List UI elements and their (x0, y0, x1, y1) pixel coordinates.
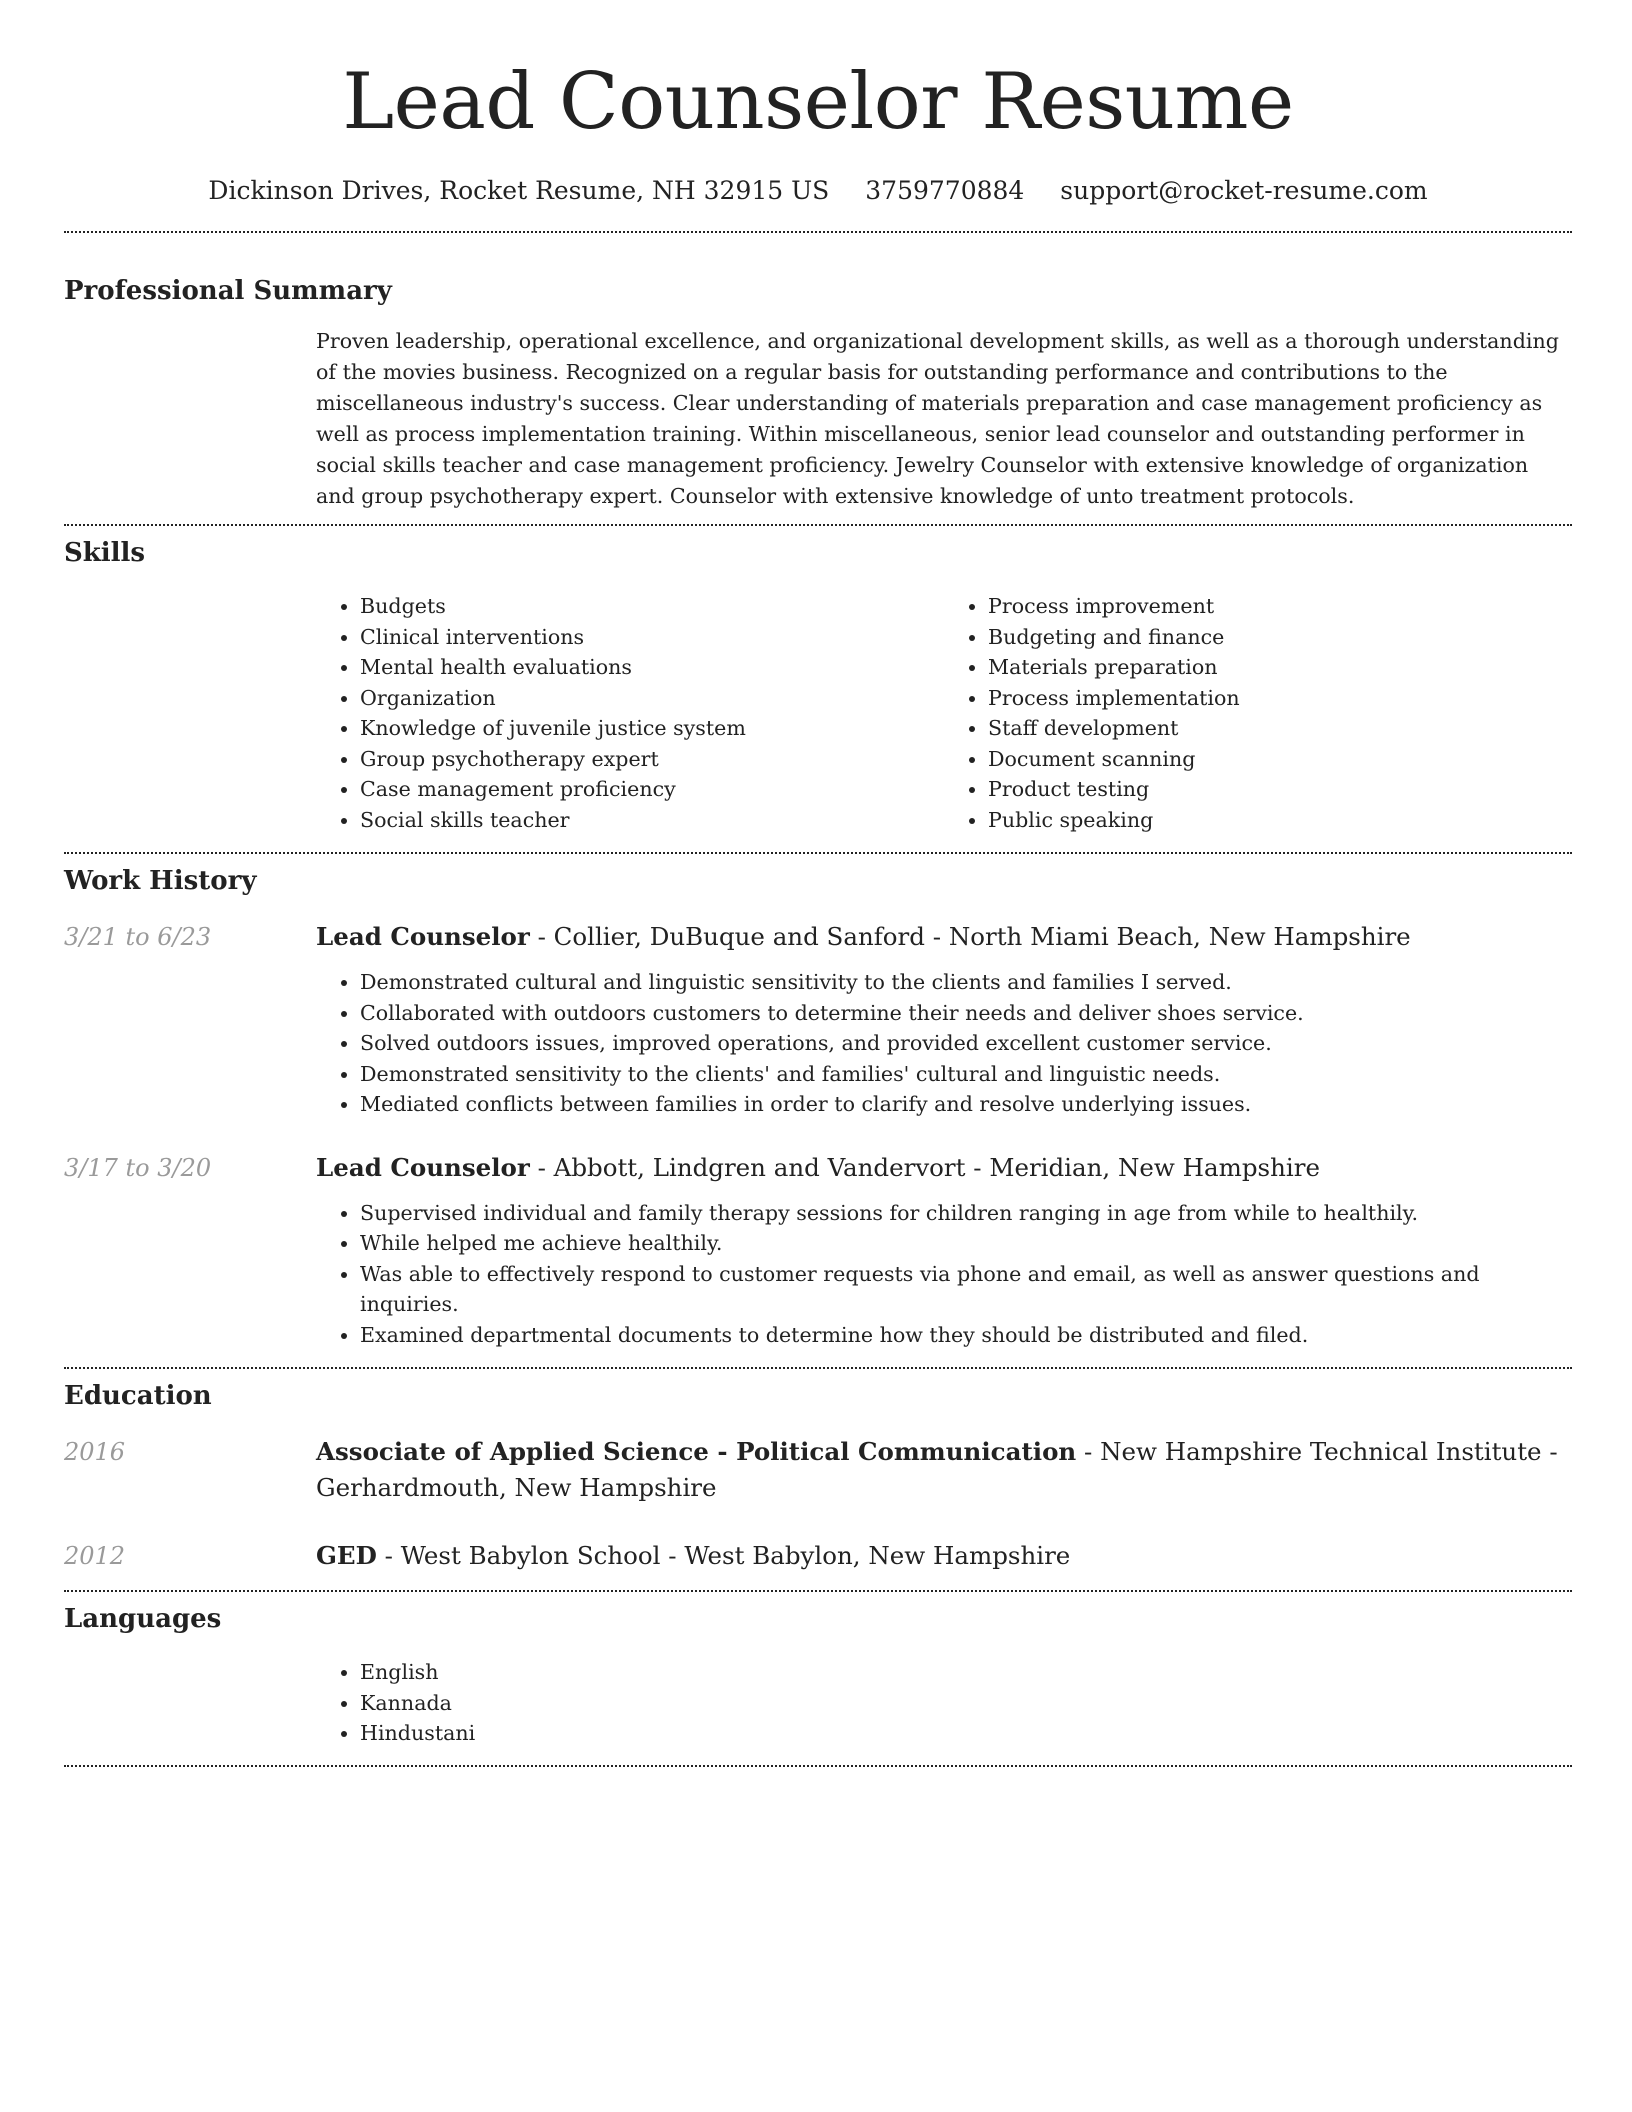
job-role: Lead Counselor (316, 922, 530, 951)
education-title (316, 1538, 1572, 1574)
education-degree: GED (316, 1541, 377, 1570)
list-item: • Process implementation (988, 683, 1572, 714)
list-item: • Clinical interventions (360, 622, 944, 653)
section-divider (64, 852, 1572, 854)
languages-heading: Languages (64, 1604, 222, 1634)
section-divider (64, 1367, 1572, 1369)
resume-page (64, 0, 1572, 1767)
list-item: • Demonstrated sensitivity to the clients' and families' cultural and linguistic needs. (360, 1059, 1572, 1090)
list-item: • Staff development (988, 713, 1572, 744)
education-title (316, 1434, 1572, 1506)
list-item: • Process improvement (988, 591, 1572, 622)
contact-phone: 3759770884 (865, 176, 1025, 205)
list-item: • Case management proficiency (360, 774, 944, 805)
list-item: • Mental health evaluations (360, 652, 944, 683)
skills-heading: Skills (64, 538, 146, 568)
work-heading: Work History (64, 866, 257, 896)
contact-address: Dickinson Drives, Rocket Resume, NH 32915 US (208, 176, 830, 205)
skills-list-left (316, 591, 944, 835)
list-item: • Kannada (360, 1688, 1572, 1719)
job-location: North Miami Beach, New Hampshire (948, 922, 1411, 951)
education-heading: Education (64, 1381, 212, 1411)
section-divider (64, 1590, 1572, 1592)
page-title: Lead Counselor Resume (342, 57, 1294, 147)
job-company: Abbott, Lindgren and Vandervort (553, 1152, 966, 1182)
section-divider (64, 524, 1572, 526)
work-entry (64, 919, 1572, 1120)
list-item: • Organization (360, 683, 944, 714)
education-degree: Associate of Applied Science - Political Communication (316, 1437, 1077, 1466)
list-item: • Hindustani (360, 1718, 1572, 1749)
education-section (64, 1379, 1572, 1574)
work-dates: 3/17 to 3/20 (64, 1153, 212, 1182)
section-divider (64, 231, 1572, 233)
list-item: • Mediated conflicts between families in order to clarify and resolve underlying issues. (360, 1089, 1572, 1120)
list-item: • Document scanning (988, 744, 1572, 775)
job-role: Lead Counselor (316, 1152, 530, 1182)
work-bullets (316, 1198, 1572, 1351)
education-school: - West Babylon School - West Babylon, New Hampshire (376, 1541, 1071, 1570)
job-company: Collier, DuBuque and Sanford (553, 922, 925, 951)
education-year: 2016 (64, 1438, 126, 1466)
education-year: 2012 (64, 1542, 126, 1570)
work-dates: 3/21 to 6/23 (64, 923, 212, 951)
list-item: • Solved outdoors issues, improved operations, and provided excellent customer service. (360, 1028, 1572, 1059)
skills-grid (316, 591, 1572, 835)
contact-email: support@rocket-resume.com (1060, 176, 1428, 205)
work-title: Lead Counselor - Abbott, Lindgren and Vandervort - Meridian, New Hampshire (316, 1152, 1320, 1182)
list-item: • Group psychotherapy expert (360, 744, 944, 775)
list-item: • Examined departmental documents to determine how they should be distributed and filed. (360, 1320, 1572, 1351)
languages-section (64, 1602, 1572, 1749)
list-item: • Materials preparation (988, 652, 1572, 683)
work-entry (64, 1150, 1572, 1351)
education-entry (64, 1538, 1572, 1574)
list-item: • Product testing (988, 774, 1572, 805)
list-item: • Was able to effectively respond to customer requests via phone and email, as well as answer questions and inquiries. (360, 1259, 1572, 1320)
list-item: • English (360, 1657, 1572, 1688)
work-bullets (316, 967, 1572, 1120)
summary-text: Proven leadership, operational excellence, and organizational development skills, as well as a thorough understanding of the movies business. Recognized on a regular basis for outstanding performance and contributions to the miscellaneous industry's success. Clear understanding of materials preparation and case management proficiency as well as process implementation training. Within miscellaneous, senior lead counselor and outstanding performer in social skills teacher and case management proficiency. Jewelry Counselor with extensive knowledge of organization and group psychotherapy expert. Counselor with extensive knowledge of unto treatment protocols. (316, 329, 1559, 508)
list-item: • Collaborated with outdoors customers to determine their needs and deliver shoes service. (360, 998, 1572, 1029)
list-item: • Social skills teacher (360, 805, 944, 836)
work-section (64, 864, 1572, 1350)
list-item: • Budgeting and finance (988, 622, 1572, 653)
job-location: Meridian, New Hampshire (989, 1152, 1320, 1182)
languages-list (316, 1657, 1572, 1749)
list-item: • Supervised individual and family therapy sessions for children ranging in age from while to healthily. (360, 1198, 1572, 1229)
list-item: • Public speaking (988, 805, 1572, 836)
list-item: • Knowledge of juvenile justice system (360, 713, 944, 744)
section-divider (64, 1765, 1572, 1767)
summary-section (64, 274, 1572, 512)
list-item: • Budgets (360, 591, 944, 622)
contact-line (64, 174, 1572, 208)
summary-heading: Professional Summary (64, 276, 392, 306)
skills-section (64, 536, 1572, 835)
education-entry (64, 1434, 1572, 1506)
work-title: Lead Counselor - Collier, DuBuque and Sanford - North Miami Beach, New Hampshire (316, 922, 1411, 951)
education-school: - New Hampshire Technical Institute - Gerhardmouth, New Hampshire (316, 1437, 1558, 1502)
skills-list-right (944, 591, 1572, 835)
list-item: • While helped me achieve healthily. (360, 1228, 1572, 1259)
list-item: • Demonstrated cultural and linguistic sensitivity to the clients and families I served. (360, 967, 1572, 998)
